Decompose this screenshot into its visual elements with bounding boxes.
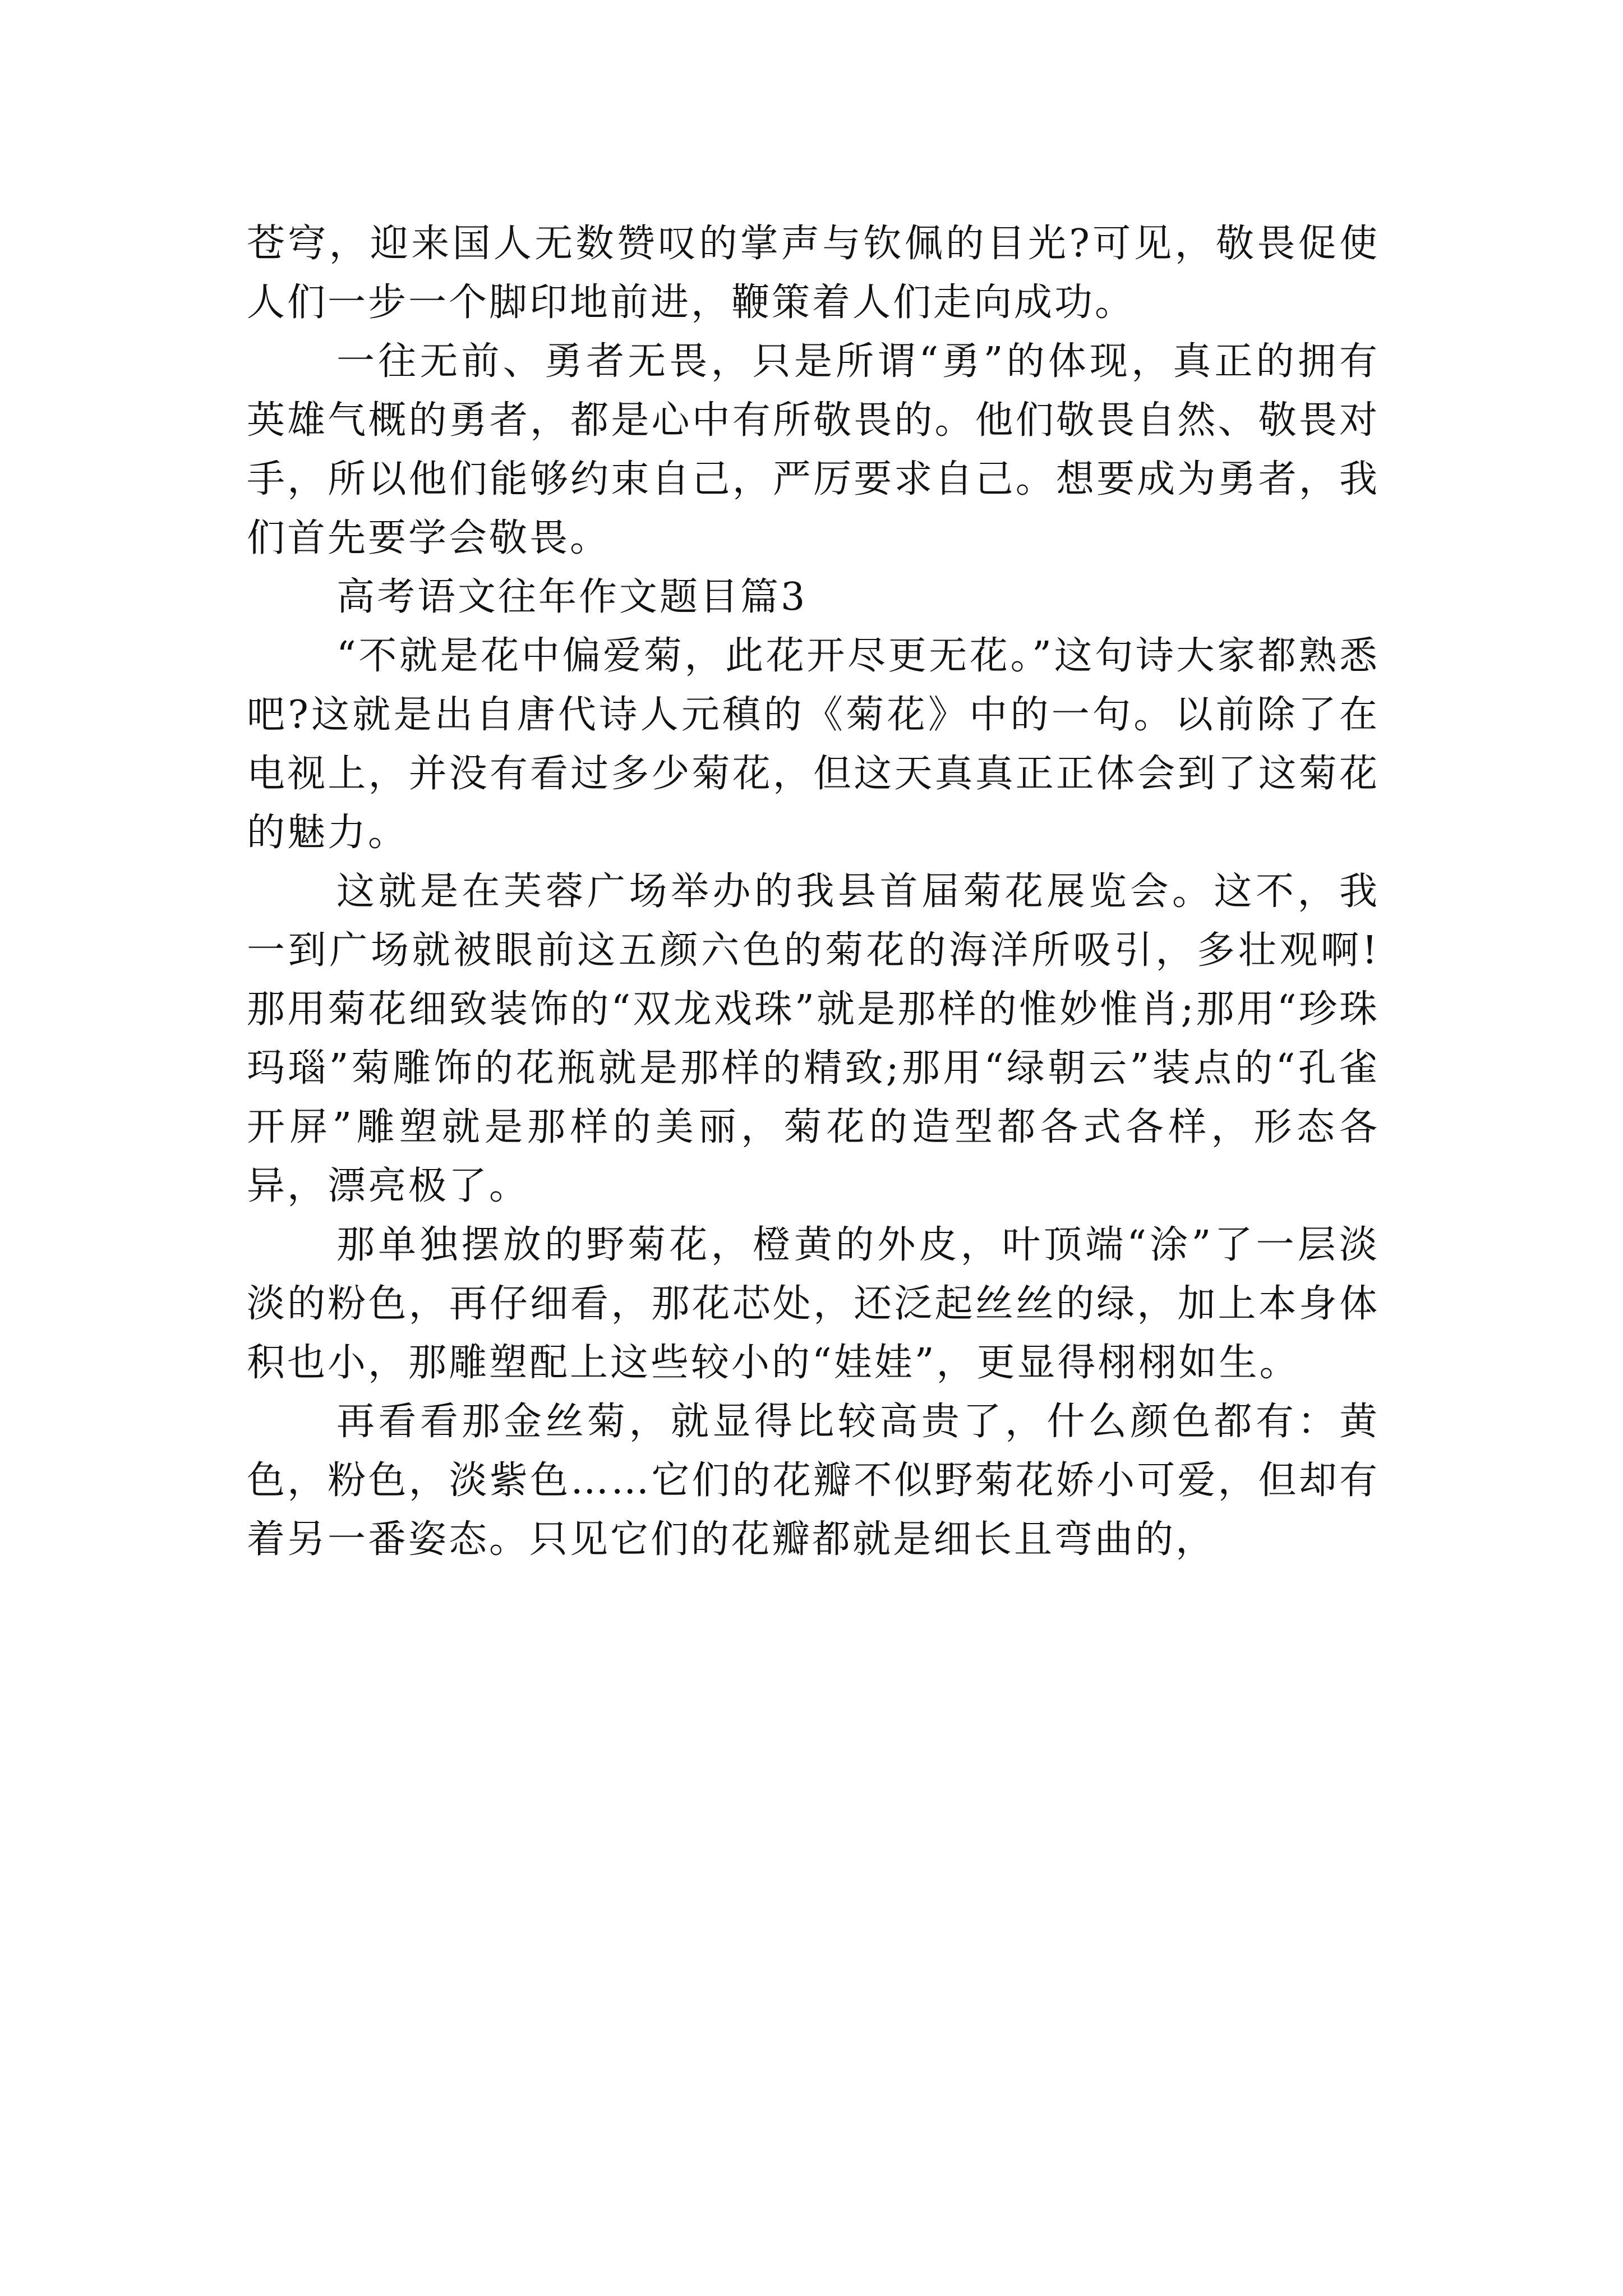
paragraph-continuation: 苍穹，迎来国人无数赞叹的掌声与钦佩的目光?可见，敬畏促使人们一步一个脚印地前进，鞭策着人们走向成功。: [247, 222, 1380, 325]
paragraph-exhibition: 这就是在芙蓉广场举办的我县首届菊花展览会。这不，我一到广场就被眼前这五颜六色的菊花的海洋所吸引，多壮观啊!那用菊花细致装饰的“双龙戏珠”就是那样的惟妙惟肖;那用“珍珠玛瑙”菊雕饰的花瓶就是那样的精致;那用“绿朝云”装点的“孔雀开屏”雕塑就是那样的美丽，菊花的造型都各式各样，形态各异，漂亮极了。: [247, 869, 1380, 1208]
paragraph-courage: 一往无前、勇者无畏，只是所谓“勇”的体现，真正的拥有英雄气概的勇者，都是心中有所敬畏的。他们敬畏自然、敬畏对手，所以他们能够约束自己，严厉要求自己。想要成为勇者，我们首先要学会敬畏。: [247, 339, 1380, 560]
paragraph-golden-chrysanthemum: 再看看那金丝菊，就显得比较高贵了，什么颜色都有：黄色，粉色，淡紫色……它们的花瓣不似野菊花娇小可爱，但却有着另一番姿态。只见它们的花瓣都就是细长且弯曲的，: [247, 1400, 1380, 1562]
paragraph-wild-chrysanthemum: 那单独摆放的野菊花，橙黄的外皮，叶顶端“涂”了一层淡淡的粉色，再仔细看，那花芯处，还泛起丝丝的绿，加上本身体积也小，那雕塑配上这些较小的“娃娃”，更显得栩栩如生。: [247, 1223, 1380, 1385]
document-body: [247, 214, 1380, 1569]
paragraph-poem-intro: “不就是花中偏爱菊，此花开尽更无花。”这句诗大家都熟悉吧?这就是出自唐代诗人元稹的《菊花》中的一句。以前除了在电视上，并没有看过多少菊花，但这天真真正正体会到了这菊花的魅力。: [247, 634, 1380, 855]
section-heading: 高考语文往年作文题目篇3: [336, 575, 808, 619]
